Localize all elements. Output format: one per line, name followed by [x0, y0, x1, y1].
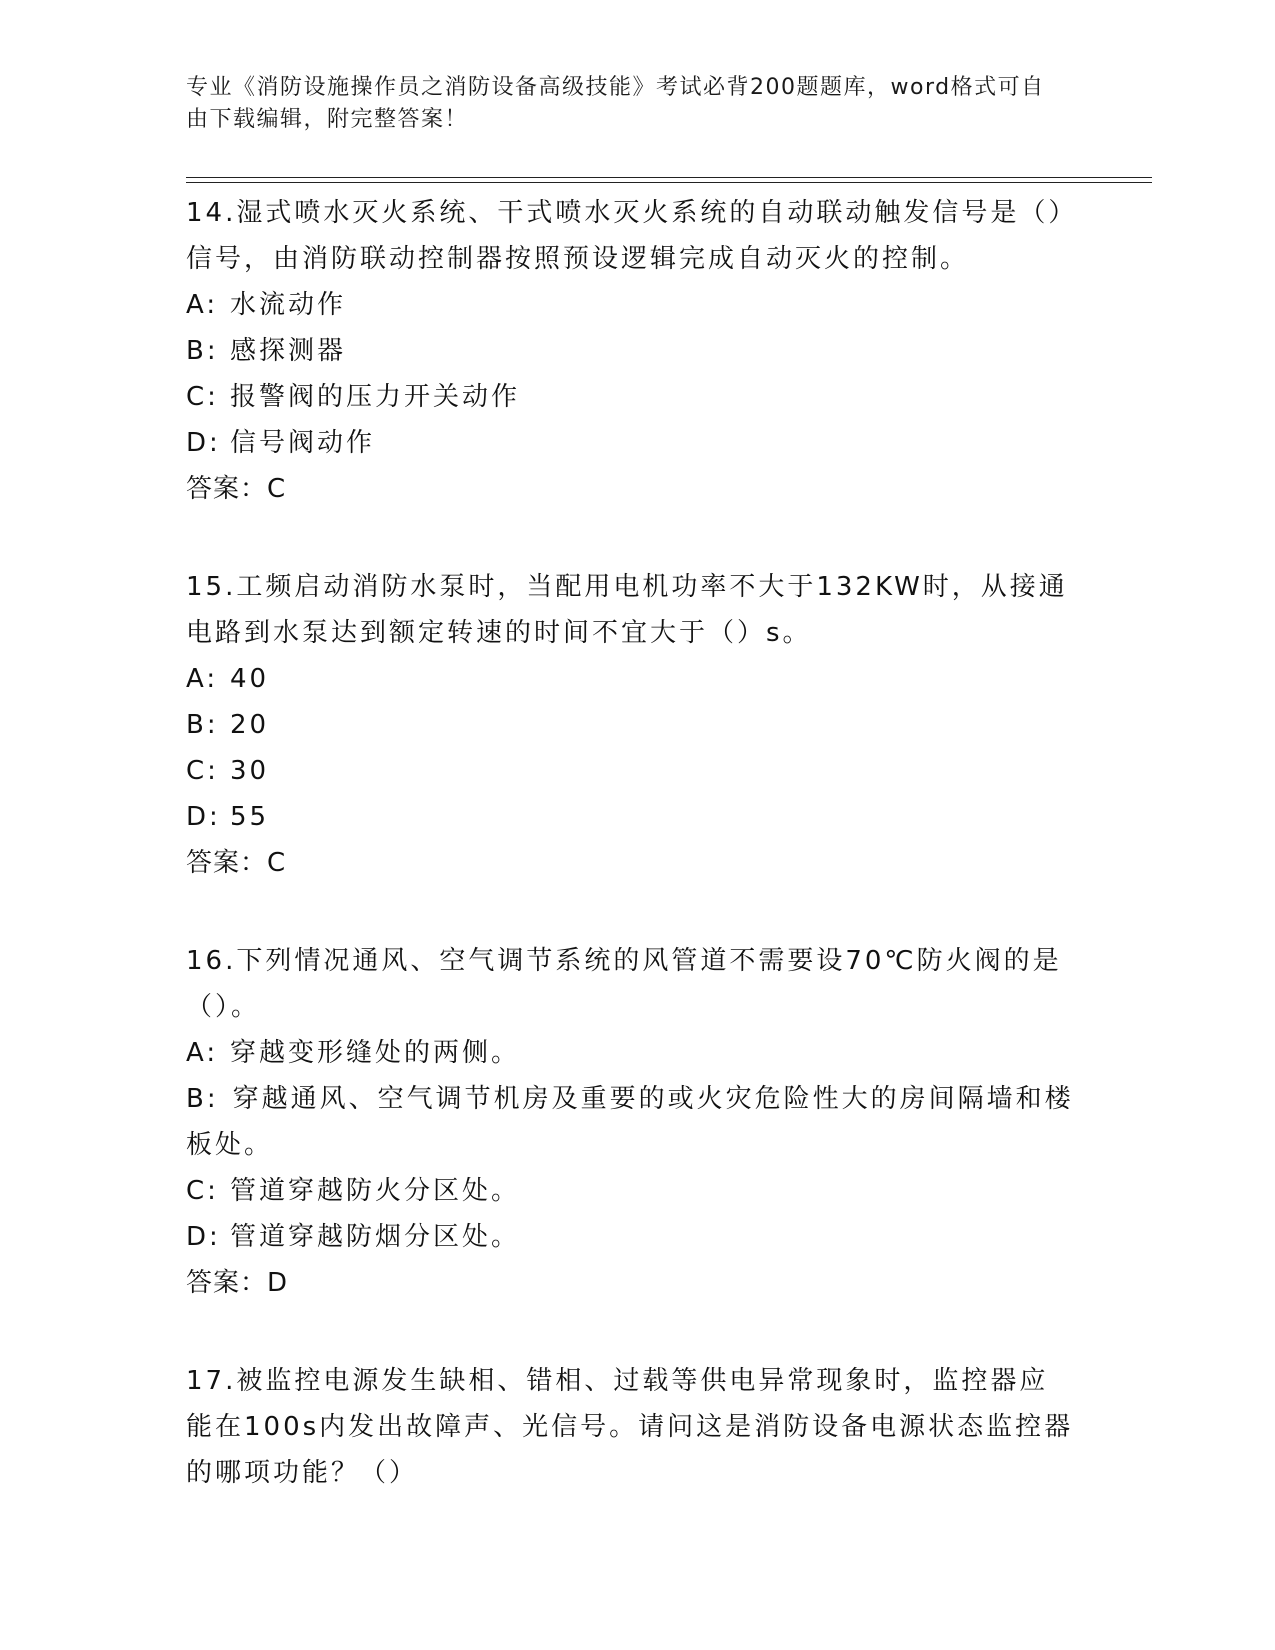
option-label: C: — [186, 756, 219, 786]
option-c — [186, 1168, 1076, 1214]
option-label: B: — [186, 710, 219, 740]
option-text: 穿越通风、空气调节机房及重要的或火灾危险性大的房间隔墙和楼板处。 — [186, 1084, 1074, 1160]
question-list — [186, 190, 1076, 1548]
answer-text: 答案：D — [186, 1268, 289, 1298]
option-text: 管道穿越防烟分区处。 — [230, 1222, 521, 1252]
question-item — [186, 190, 1076, 512]
option-b — [186, 702, 1076, 748]
option-label: B: — [186, 1084, 219, 1114]
option-c — [186, 374, 1076, 420]
option-d — [186, 794, 1076, 840]
option-text: 穿越变形缝处的两侧。 — [230, 1038, 521, 1068]
answer-text: 答案：C — [186, 474, 287, 504]
question-stem: 17.被监控电源发生缺相、错相、过载等供电异常现象时，监控器应能在100s内发出故障声、光信号。请问这是消防设备电源状态监控器的哪项功能？（） — [186, 1366, 1074, 1488]
option-a — [186, 282, 1076, 328]
option-d — [186, 1214, 1076, 1260]
option-text: 20 — [230, 710, 270, 740]
option-text: 信号阀动作 — [230, 428, 376, 458]
option-label: C: — [186, 382, 219, 412]
question-item — [186, 938, 1076, 1306]
option-text: 报警阀的压力开关动作 — [230, 382, 521, 412]
option-a — [186, 1030, 1076, 1076]
answer-text: 答案：C — [186, 848, 287, 878]
question-item — [186, 564, 1076, 886]
option-label: C: — [186, 1176, 219, 1206]
option-label: D: — [186, 802, 221, 832]
question-item — [186, 1358, 1076, 1496]
option-c — [186, 748, 1076, 794]
question-stem: 14.湿式喷水灭火系统、干式喷水灭火系统的自动联动触发信号是（）信号，由消防联动控制器按照预设逻辑完成自动灭火的控制。 — [186, 198, 1065, 274]
option-label: D: — [186, 428, 221, 458]
header-divider-line — [186, 177, 1152, 178]
option-a — [186, 656, 1076, 702]
option-label: A: — [186, 664, 219, 694]
option-text: 55 — [230, 802, 270, 832]
option-label: A: — [186, 1038, 219, 1068]
option-text: 感探测器 — [230, 336, 347, 366]
option-text: 水流动作 — [230, 290, 347, 320]
header-divider-line — [186, 182, 1152, 183]
option-label: D: — [186, 1222, 221, 1252]
document-header: 专业《消防设施操作员之消防设备高级技能》考试必背200题题库，word格式可自由下载编辑，附完整答案！ — [186, 75, 1045, 132]
option-text: 40 — [230, 664, 270, 694]
question-stem: 15.工频启动消防水泵时，当配用电机功率不大于132KW时，从接通电路到水泵达到额定转速的时间不宜大于（）s。 — [186, 572, 1068, 648]
question-stem: 16.下列情况通风、空气调节系统的风管道不需要设70℃防火阀的是（）。 — [186, 946, 1062, 1022]
option-b — [186, 328, 1076, 374]
option-label: B: — [186, 336, 219, 366]
option-b — [186, 1076, 1076, 1168]
option-label: A: — [186, 290, 219, 320]
option-text: 30 — [230, 756, 270, 786]
option-text: 管道穿越防火分区处。 — [230, 1176, 521, 1206]
option-d — [186, 420, 1076, 466]
